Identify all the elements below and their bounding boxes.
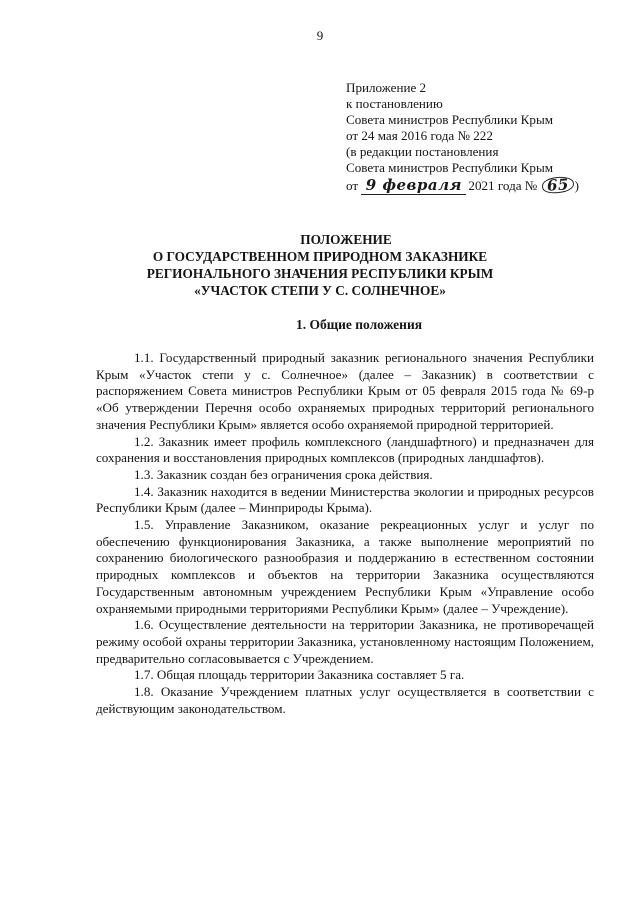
paragraph: 1.8. Оказание Учреждением платных услуг осуществляется в соответствии с действующим законодательством. [96, 684, 594, 716]
annex-date-suffix: ) [574, 177, 579, 193]
handwritten-date-text: 9 февраля [365, 175, 462, 194]
title-line: «УЧАСТОК СТЕПИ У С. СОЛНЕЧНОЕ» [194, 283, 446, 298]
paragraph: 1.3. Заказник создан без ограничения срока действия. [134, 466, 433, 482]
annex-date-middle: 2021 года № [468, 177, 538, 193]
annex-line: Приложение 2 [346, 80, 427, 95]
annex-line: Совета министров Республики Крым [346, 112, 554, 128]
page-number: 9 [316, 28, 324, 43]
handwritten-date [361, 177, 466, 195]
annex-date-line [346, 174, 601, 195]
paragraph: 1.4. Заказник находится в ведении Министерства экологии и природных ресурсов Республики Крым (далее – Минприроды Крыма). [96, 483, 594, 516]
body-text [96, 350, 594, 717]
handwritten-number [541, 174, 575, 195]
annex-line: (в редакции постановления [346, 144, 499, 160]
paragraph: 1.1. Государственный природный заказник регионального значения Республики Крым «Участок степи у с. Солнечное» (далее – Заказник) в соответствии с распоряжением Совета министров Республики Крым от 05 февраля 2015 года № 69-р «Об утверждении Перечня особо охраняемых природных территорий регионального значения Республики Крым» является особо охраняемой природной территорией. [96, 350, 594, 432]
annex-date-prefix: от [346, 177, 359, 193]
paragraph: 1.6. Осуществление деятельности на территории Заказника, не противоречащей режиму особой охраны территории Заказника, установленному настоящим Положением, предварительно согласовывается с Учреждением. [96, 617, 594, 666]
annex-line: от 24 мая 2016 года № 222 [346, 128, 493, 144]
paragraph: 1.7. Общая площадь территории Заказника составляет 5 га. [134, 667, 465, 683]
annex-block [346, 80, 601, 195]
annex-line: Совета министров Республики Крым [346, 160, 554, 176]
document-title [100, 231, 540, 299]
section-heading-text: 1. Общие положения [295, 317, 423, 332]
title-line: РЕГИОНАЛЬНОГО ЗНАЧЕНИЯ РЕСПУБЛИКИ КРЫМ [146, 266, 494, 281]
title-line: О ГОСУДАРСТВЕННОМ ПРИРОДНОМ ЗАКАЗНИКЕ [152, 249, 488, 264]
section-heading [0, 317, 640, 333]
paragraph: 1.2. Заказник имеет профиль комплексного (ландшафтного) и предназначен для сохранения и восстановления природных комплексов (природных ландшафтов). [96, 433, 594, 466]
annex-line: к постановлению [346, 96, 443, 112]
title-line: ПОЛОЖЕНИЕ [300, 232, 392, 247]
handwritten-number-text: 65 [541, 175, 574, 193]
paragraph: 1.5. Управление Заказником, оказание рекреационных услуг и услуг по обеспечению функционирования Заказника, а также выполнение мероприятий по сохранению биологического разнообразия и поддержанию в естественном состоянии природных комплексов и объектов на территории Заказника осуществляются Государственным автономным учреждением Республики Крым «Управление особо охраняемыми природными территориями Республики Крым» (далее – Учреждение). [96, 517, 594, 616]
